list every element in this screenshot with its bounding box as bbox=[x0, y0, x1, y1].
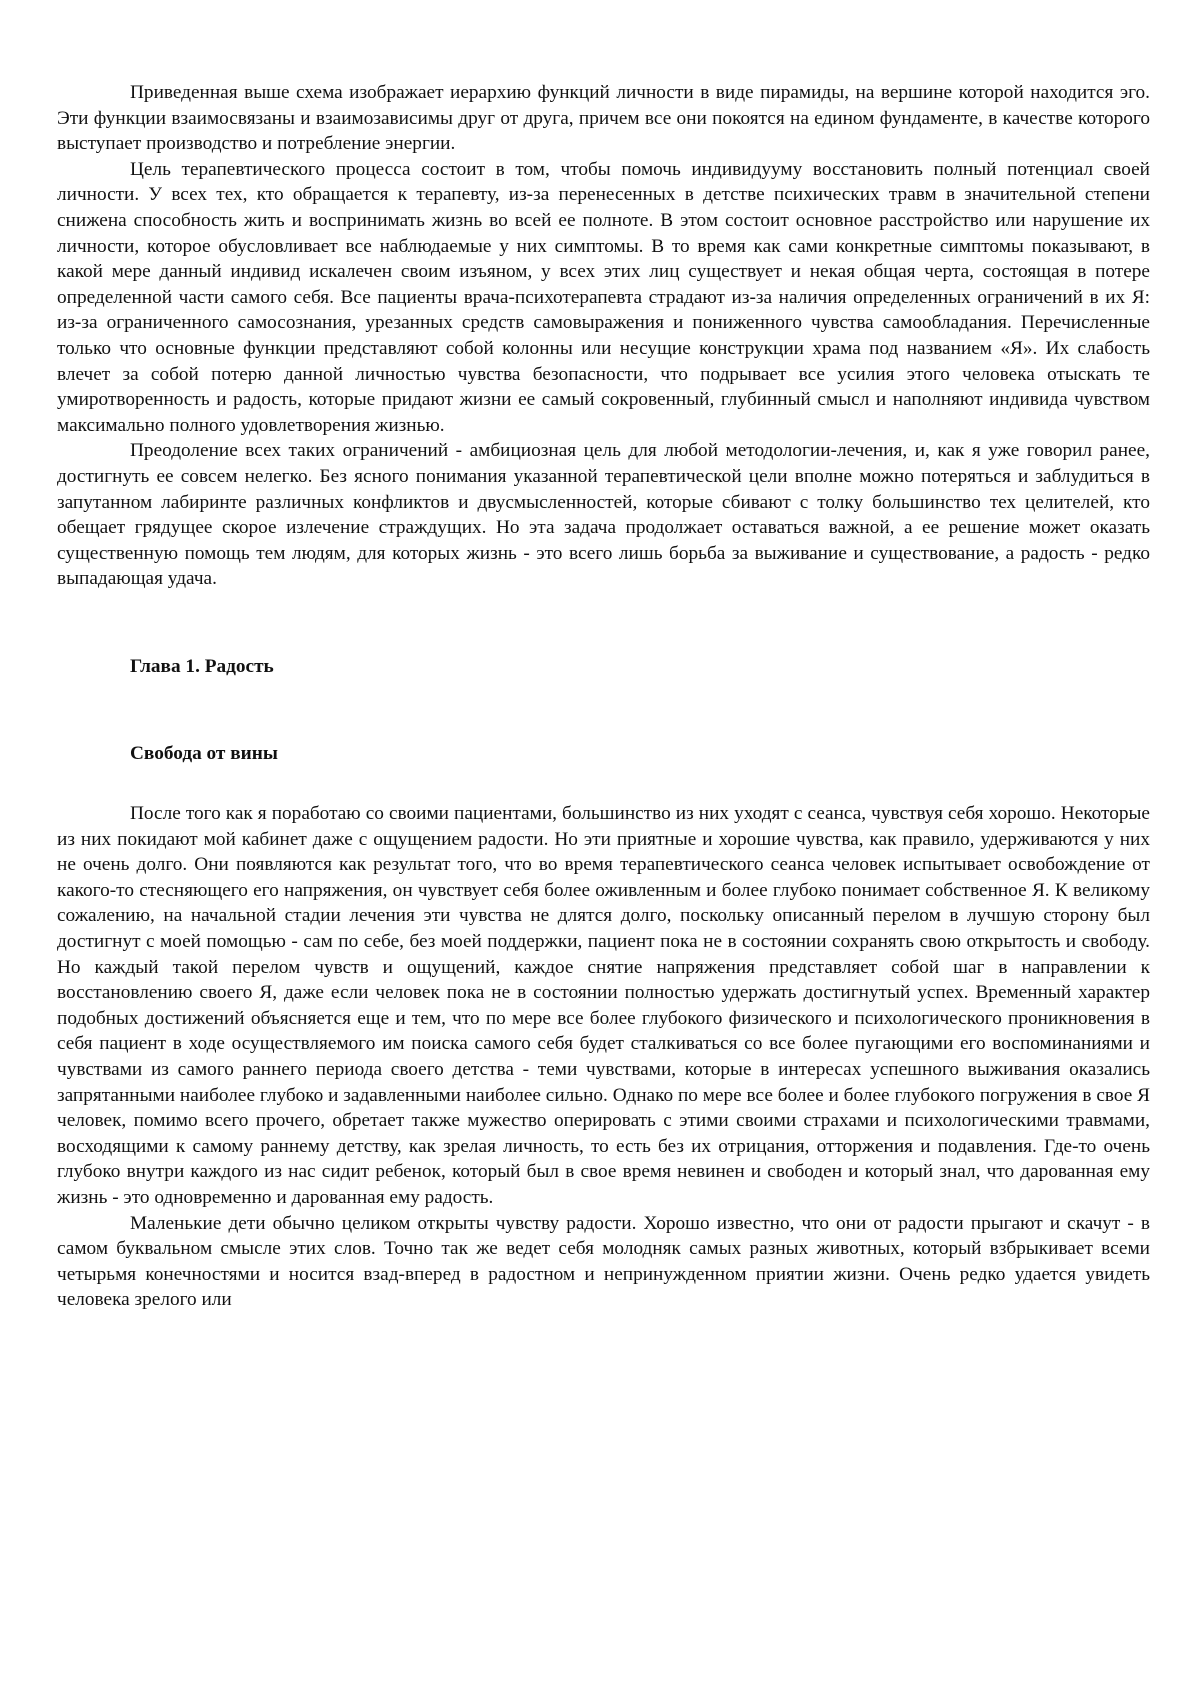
section-title: Свобода от вины bbox=[57, 741, 1150, 767]
intro-paragraph-3: Преодоление всех таких ограничений - амбициозная цель для любой методологии-лечения, и, как я уже говорил ранее, достигнуть ее совсем нелегко. Без ясного понимания указанной терапевтической цели вполне можно потеряться и заблудиться в запутанном лабиринте различных конфликтов и двусмысленностей, которые сбивают с толку большинство тех целителей, кто обещает грядущее скорое излечение страждущих. Но эта задача продолжает оставаться важной, а ее решение может оказать существенную помощь тем людям, для которых жизнь - это всего лишь борьба за выживание и существование, а радость - редко выпадающая удача. bbox=[57, 438, 1150, 592]
intro-paragraph-2: Цель терапевтического процесса состоит в том, чтобы помочь индивидууму восстановить полный потенциал своей личности. У всех тех, кто обращается к терапевту, из-за перенесенных в детстве психических травм в значительной степени снижена способность жить и воспринимать жизнь во всей ее полноте. В этом состоит основное расстройство или нарушение их личности, которое обусловливает все наблюдаемые у них симптомы. В то время как сами конкретные симптомы показывают, в какой мере данный индивид искалечен своим изъяном, у всех этих лиц существует и некая общая черта, состоящая в потере определенной части самого себя. Все пациенты врача-психотерапевта страдают из-за наличия определенных ограничений в их Я: из-за ограниченного самосознания, урезанных средств самовыражения и пониженного чувства самообладания. Перечисленные только что основные функции представляют собой колонны или несущие конструкции храма под названием «Я». Их слабость влечет за собой потерю данной личностью чувства безопасности, что подрывает все усилия этого человека отыскать те умиротворенность и радость, которые придают жизни ее самый сокровенный, глубинный смысл и наполняют индивида чувством максимально полного удовлетворения жизнью. bbox=[57, 157, 1150, 439]
section-paragraph-2: Маленькие дети обычно целиком открыты чувству радости. Хорошо известно, что они от радости прыгают и скачут - в самом буквальном смысле этих слов. Точно так же ведет себя молодняк самых разных животных, который взбрыкивает всеми четырьмя конечностями и носится взад-вперед в радостном и непринужденном приятии жизни. Очень редко удается увидеть человека зрелого или bbox=[57, 1211, 1150, 1313]
section-paragraph-1: После того как я поработаю со своими пациентами, большинство из них уходят с сеанса, чувствуя себя хорошо. Некоторые из них покидают мой кабинет даже с ощущением радости. Но эти приятные и хорошие чувства, как правило, удерживаются у них не очень долго. Они появляются как результат того, что во время терапевтического сеанса человек испытывает освобождение от какого-то стесняющего его напряжения, он чувствует себя более оживленным и более глубоко понимает собственное Я. К великому сожалению, на начальной стадии лечения эти чувства не длятся долго, поскольку описанный перелом в лучшую сторону был достигнут с моей помощью - сам по себе, без моей поддержки, пациент пока не в состоянии сохранять свою открытость и свободу. Но каждый такой перелом чувств и ощущений, каждое снятие напряжения представляет собой шаг в направлении к восстановлению своего Я, даже если человек пока не в состоянии полностью удержать достигнутый успех. Временный характер подобных достижений объясняется еще и тем, что по мере все более глубокого физического и психологического проникновения в себя пациент в ходе осуществляемого им поиска самого себя будет сталкиваться со все более пугающими его воспоминаниями и чувствами из самого раннего периода своего детства - теми чувствами, которые в интересах успешного выживания оказались запрятанными наиболее глубоко и задавленными наиболее сильно. Однако по мере все более и более глубокого погружения в свое Я человек, помимо всего прочего, обретает также мужество оперировать с этими своими страхами и психологическими травмами, восходящими к самому раннему детству, как зрелая личность, то есть без их отрицания, отторжения и подавления. Где-то очень глубоко внутри каждого из нас сидит ребенок, который был в свое время невинен и свободен и который знал, что дарованная ему жизнь - это одновременно и дарованная ему радость. bbox=[57, 801, 1150, 1211]
document-page bbox=[57, 80, 1150, 1313]
chapter-title: Глава 1. Радость bbox=[57, 654, 1150, 680]
intro-paragraph-1: Приведенная выше схема изображает иерархию функций личности в виде пирамиды, на вершине которой находится эго. Эти функции взаимосвязаны и взаимозависимы друг от друга, причем все они покоятся на едином фундаменте, в качестве которого выступает производство и потребление энергии. bbox=[57, 80, 1150, 157]
